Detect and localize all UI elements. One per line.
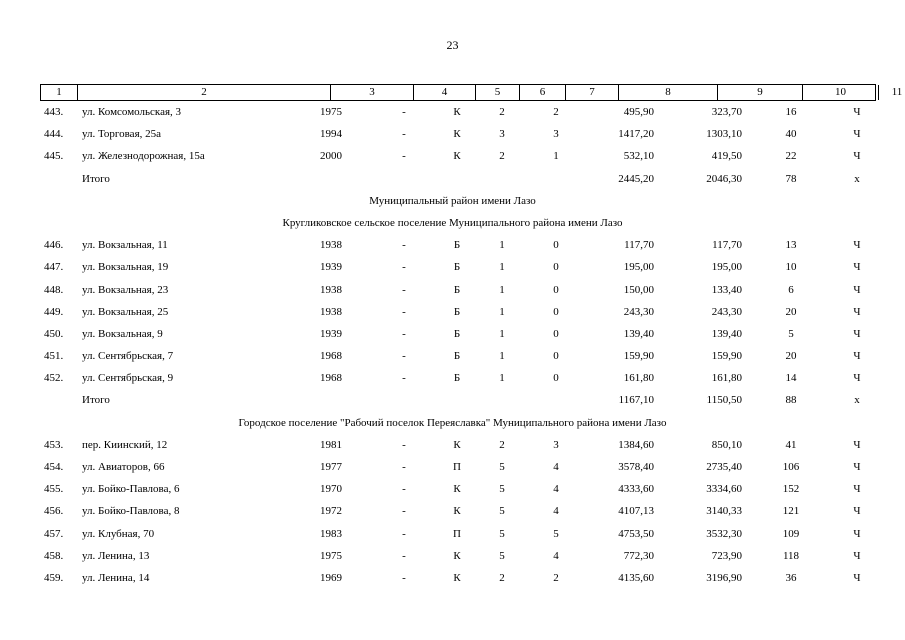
- living-area-cell: 419,50: [711, 150, 742, 163]
- living-area-cell: 133,40: [711, 283, 742, 296]
- column-4-cell: -: [402, 461, 406, 473]
- address-cell: ул. Комсомольская, 3: [82, 106, 182, 118]
- residents-cell: 40: [785, 128, 797, 141]
- material-cell: К: [453, 150, 461, 163]
- column-header-5: 5: [476, 85, 520, 100]
- ownership-cell: Ч: [853, 505, 861, 518]
- address-cell: ул. Вокзальная, 23: [82, 283, 169, 296]
- table-row: [0, 478, 905, 500]
- entrances-cell: 0: [553, 327, 559, 340]
- column-4-cell: -: [402, 549, 406, 562]
- living-area-cell: 2735,40: [706, 461, 742, 473]
- column-4-cell: -: [402, 527, 406, 540]
- column-4-cell: -: [402, 106, 406, 118]
- living-area-cell: 243,30: [711, 305, 742, 318]
- ownership-cell: Ч: [853, 261, 861, 274]
- ownership-cell: Ч: [853, 150, 861, 163]
- table-row: [0, 545, 905, 567]
- living-area-cell: 1303,10: [706, 128, 742, 141]
- floors-cell: 1: [499, 261, 505, 274]
- section-title: Городское поселение "Рабочий поселок Переяславка" Муниципального района имени Лазо: [238, 416, 667, 429]
- column-header-1: 1: [41, 85, 78, 100]
- column-header-4: 4: [414, 85, 476, 100]
- living-area-cell: 159,90: [711, 350, 742, 363]
- living-area-cell: 3532,30: [706, 527, 742, 540]
- total-area-cell: 4333,60: [618, 483, 654, 496]
- residents-cell: 41: [785, 438, 797, 451]
- address-cell: ул. Ленина, 13: [82, 549, 150, 562]
- entrances-cell: 0: [553, 261, 559, 274]
- table-row: [0, 279, 905, 301]
- living-area-cell: 850,10: [711, 438, 742, 451]
- entrances-cell: 0: [553, 239, 559, 252]
- floors-cell: 1: [499, 327, 505, 340]
- floors-cell: 1: [499, 239, 505, 252]
- residents-cell: 16: [785, 106, 797, 118]
- address-cell: ул. Клубная, 70: [82, 527, 155, 540]
- material-cell: Б: [453, 350, 461, 363]
- entrances-cell: 2: [553, 571, 559, 584]
- living-area-cell: 161,80: [711, 372, 742, 385]
- entrances-cell: 0: [553, 372, 559, 385]
- column-header-9: 9: [718, 85, 803, 100]
- residents-cell: 14: [785, 372, 797, 385]
- entrances-cell: 4: [553, 483, 559, 496]
- column-header-7: 7: [566, 85, 619, 100]
- year-cell: 1938: [320, 305, 342, 318]
- entrances-cell: 3: [553, 438, 559, 451]
- floors-cell: 5: [499, 527, 505, 540]
- total-area-cell: 4107,13: [618, 505, 654, 518]
- column-4-cell: -: [402, 305, 406, 318]
- address-cell: ул. Вокзальная, 11: [82, 239, 168, 252]
- year-cell: 1975: [320, 106, 342, 118]
- column-4-cell: -: [402, 327, 406, 340]
- residents-cell: 152: [782, 483, 800, 496]
- entrances-cell: 5: [553, 527, 559, 540]
- residents-cell: 118: [782, 549, 800, 562]
- row-number: 445.: [44, 150, 64, 163]
- column-header-11: 11: [891, 86, 903, 98]
- entrances-cell: 3: [553, 128, 559, 141]
- material-cell: Б: [453, 283, 461, 296]
- row-number: 444.: [44, 128, 64, 141]
- row-number: 452.: [44, 372, 64, 385]
- column-4-cell: -: [402, 505, 406, 518]
- ownership-cell: Ч: [853, 483, 861, 496]
- row-number: 450.: [44, 327, 64, 340]
- column-4-cell: -: [402, 350, 406, 363]
- row-number: 446.: [44, 239, 64, 252]
- ownership-cell: х: [854, 172, 860, 185]
- column-header-6: 6: [520, 85, 566, 100]
- residents-cell: 20: [785, 305, 797, 318]
- entrances-cell: 4: [553, 461, 559, 473]
- section-heading-row: [0, 212, 905, 234]
- row-number: 443.: [44, 106, 64, 118]
- address-cell: ул. Сентябрьская, 9: [82, 372, 174, 385]
- living-area-cell: 1150,50: [706, 394, 742, 407]
- year-cell: 1969: [320, 571, 342, 584]
- residents-cell: 5: [788, 327, 794, 340]
- section-title: Муниципальный район имени Лазо: [369, 194, 536, 207]
- floors-cell: 2: [499, 571, 505, 584]
- row-number: 459.: [44, 571, 64, 584]
- material-cell: Б: [453, 327, 461, 340]
- row-number: 454.: [44, 461, 64, 473]
- total-area-cell: 532,10: [623, 150, 654, 163]
- living-area-cell: 723,90: [711, 549, 742, 562]
- column-header-8: 8: [619, 85, 718, 100]
- address-cell: ул. Вокзальная, 19: [82, 261, 169, 274]
- table-row: [0, 367, 905, 389]
- year-cell: 1981: [320, 438, 342, 451]
- total-area-cell: 4135,60: [618, 571, 654, 584]
- year-cell: 1975: [320, 549, 342, 562]
- entrances-cell: 0: [553, 283, 559, 296]
- material-cell: П: [453, 461, 461, 473]
- material-cell: П: [453, 527, 461, 540]
- floors-cell: 1: [499, 283, 505, 296]
- address-cell: пер. Киинский, 12: [82, 438, 168, 451]
- section-title: Кругликовское сельское поселение Муниципального района имени Лазо: [282, 216, 623, 229]
- address-cell: ул. Вокзальная, 9: [82, 327, 163, 340]
- total-area-cell: 243,30: [623, 305, 654, 318]
- ownership-cell: Ч: [853, 438, 861, 451]
- material-cell: К: [453, 549, 461, 562]
- living-area-cell: 3334,60: [706, 483, 742, 496]
- year-cell: 1939: [320, 327, 342, 340]
- year-cell: 1983: [320, 527, 342, 540]
- year-cell: 2000: [320, 150, 342, 163]
- floors-cell: 1: [499, 305, 505, 318]
- address-cell: ул. Ленина, 14: [82, 571, 150, 584]
- entrances-cell: 4: [553, 505, 559, 518]
- table-row: [0, 500, 905, 522]
- residents-cell: 36: [785, 571, 797, 584]
- material-cell: Б: [453, 372, 461, 385]
- table-row: [0, 345, 905, 367]
- section-heading-row: [0, 412, 905, 434]
- total-area-cell: 159,90: [623, 350, 654, 363]
- year-cell: 1970: [320, 483, 342, 496]
- table-row: [0, 101, 905, 123]
- floors-cell: 5: [499, 549, 505, 562]
- entrances-cell: 0: [553, 350, 559, 363]
- ownership-cell: Ч: [853, 549, 861, 562]
- year-cell: 1994: [320, 128, 342, 141]
- section-heading-row: [0, 190, 905, 212]
- column-4-cell: -: [402, 128, 406, 141]
- ownership-cell: Ч: [853, 372, 861, 385]
- column-4-cell: -: [402, 239, 406, 252]
- column-4-cell: -: [402, 372, 406, 385]
- floors-cell: 2: [499, 438, 505, 451]
- material-cell: К: [453, 505, 461, 518]
- living-area-cell: 117,70: [712, 239, 742, 252]
- material-cell: К: [453, 128, 461, 141]
- table-row: [0, 123, 905, 145]
- material-cell: К: [453, 106, 461, 118]
- table-row: [0, 301, 905, 323]
- table-header-row: [40, 84, 903, 101]
- ownership-cell: Ч: [853, 106, 861, 118]
- entrances-cell: 0: [553, 305, 559, 318]
- ownership-cell: Ч: [853, 239, 861, 252]
- residents-cell: 78: [785, 172, 797, 185]
- table-row: [0, 256, 905, 278]
- material-cell: К: [453, 438, 461, 451]
- total-area-cell: 161,80: [623, 372, 654, 385]
- total-area-cell: 2445,20: [618, 172, 654, 185]
- year-cell: 1938: [320, 283, 342, 296]
- address-cell: Итого: [82, 172, 110, 185]
- ownership-cell: Ч: [853, 527, 861, 540]
- total-row: [0, 168, 905, 190]
- page-number: 23: [446, 38, 459, 52]
- residents-cell: 20: [785, 350, 797, 363]
- floors-cell: 5: [499, 461, 505, 473]
- total-area-cell: 495,90: [623, 106, 654, 118]
- column-4-cell: -: [402, 438, 406, 451]
- floors-cell: 3: [499, 128, 505, 141]
- year-cell: 1939: [320, 261, 342, 274]
- floors-cell: 1: [499, 372, 505, 385]
- residents-cell: 109: [782, 527, 800, 540]
- column-4-cell: -: [402, 150, 406, 163]
- row-number: 451.: [44, 350, 64, 363]
- total-area-cell: 195,00: [623, 261, 654, 274]
- table-row: [0, 567, 905, 589]
- living-area-cell: 2046,30: [706, 172, 742, 185]
- residents-cell: 6: [788, 283, 794, 296]
- address-cell: ул. Вокзальная, 25: [82, 305, 169, 318]
- ownership-cell: Ч: [853, 461, 861, 473]
- column-header-2: 2: [78, 85, 331, 100]
- floors-cell: 1: [499, 350, 505, 363]
- floors-cell: 5: [499, 483, 505, 496]
- living-area-cell: 3196,90: [706, 571, 742, 584]
- residents-cell: 88: [785, 394, 797, 407]
- row-number: 448.: [44, 283, 64, 296]
- total-area-cell: 1167,10: [618, 394, 654, 407]
- column-header-10: 10: [803, 85, 879, 100]
- living-area-cell: 195,00: [711, 261, 742, 274]
- total-area-cell: 772,30: [623, 549, 654, 562]
- material-cell: Б: [453, 305, 461, 318]
- total-area-cell: 117,70: [624, 239, 654, 252]
- column-4-cell: -: [402, 571, 406, 584]
- ownership-cell: Ч: [853, 305, 861, 318]
- material-cell: Б: [453, 239, 461, 252]
- address-cell: ул. Сентябрьская, 7: [82, 350, 174, 363]
- total-area-cell: 150,00: [623, 283, 654, 296]
- row-number: 458.: [44, 549, 64, 562]
- address-cell: ул. Бойко-Павлова, 6: [82, 483, 180, 496]
- table-row: [0, 456, 905, 478]
- ownership-cell: Ч: [853, 128, 861, 141]
- ownership-cell: Ч: [853, 571, 861, 584]
- column-4-cell: -: [402, 483, 406, 496]
- ownership-cell: Ч: [853, 350, 861, 363]
- row-number: 447.: [44, 261, 64, 274]
- entrances-cell: 1: [553, 150, 559, 163]
- table-row: [0, 523, 905, 545]
- total-row: [0, 389, 905, 411]
- column-header-3: 3: [331, 85, 414, 100]
- table-row: [0, 145, 905, 167]
- total-area-cell: 3578,40: [618, 461, 654, 473]
- address-cell: ул. Железнодорожная, 15а: [82, 150, 205, 163]
- row-number: 457.: [44, 527, 64, 540]
- total-area-cell: 1417,20: [618, 128, 654, 141]
- year-cell: 1968: [320, 350, 342, 363]
- residents-cell: 121: [782, 505, 800, 518]
- year-cell: 1972: [320, 505, 342, 518]
- row-number: 453.: [44, 438, 64, 451]
- material-cell: Б: [453, 261, 461, 274]
- year-cell: 1938: [320, 239, 342, 252]
- entrances-cell: 2: [553, 106, 559, 118]
- row-number: 455.: [44, 483, 64, 496]
- address-cell: ул. Торговая, 25а: [82, 128, 162, 141]
- residents-cell: 106: [782, 461, 800, 473]
- floors-cell: 5: [499, 505, 505, 518]
- total-area-cell: 1384,60: [618, 438, 654, 451]
- residents-cell: 10: [785, 261, 797, 274]
- row-number: 456.: [44, 505, 64, 518]
- total-area-cell: 4753,50: [618, 527, 654, 540]
- material-cell: К: [453, 483, 461, 496]
- address-cell: Итого: [82, 394, 110, 407]
- ownership-cell: х: [854, 394, 860, 407]
- table-body: [0, 101, 905, 589]
- entrances-cell: 4: [553, 549, 559, 562]
- residents-cell: 13: [785, 239, 797, 252]
- floors-cell: 2: [499, 150, 505, 163]
- column-4-cell: -: [402, 261, 406, 274]
- living-area-cell: 323,70: [711, 106, 742, 118]
- floors-cell: 2: [499, 106, 505, 118]
- total-area-cell: 139,40: [623, 327, 654, 340]
- address-cell: ул. Авиаторов, 66: [82, 461, 165, 473]
- table-row: [0, 234, 905, 256]
- column-4-cell: -: [402, 283, 406, 296]
- residents-cell: 22: [785, 150, 797, 163]
- material-cell: К: [453, 571, 461, 584]
- year-cell: 1977: [320, 461, 342, 473]
- year-cell: 1968: [320, 372, 342, 385]
- row-number: 449.: [44, 305, 64, 318]
- ownership-cell: Ч: [853, 283, 861, 296]
- ownership-cell: Ч: [853, 327, 861, 340]
- living-area-cell: 139,40: [711, 327, 742, 340]
- living-area-cell: 3140,33: [706, 505, 742, 518]
- address-cell: ул. Бойко-Павлова, 8: [82, 505, 180, 518]
- table-row: [0, 434, 905, 456]
- table-row: [0, 323, 905, 345]
